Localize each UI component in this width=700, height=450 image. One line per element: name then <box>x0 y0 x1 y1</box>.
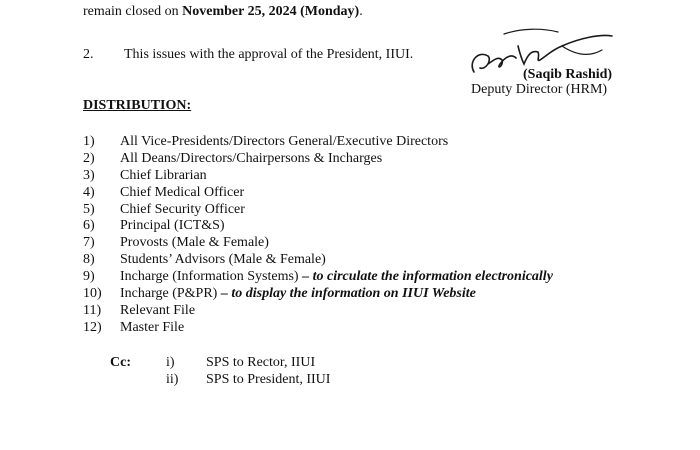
list-item: 8) Students’ Advisors (Male & Female) <box>83 252 326 268</box>
list-item: 11) Relevant File <box>83 302 196 318</box>
list-item: 10) Incharge (P&PR) – to display the information on IIUI Website <box>83 286 476 302</box>
closure-date-line: remain closed on November 25, 2024 (Monday). <box>83 4 363 19</box>
cc-label: Cc: <box>110 355 131 370</box>
list-item: 4) Chief Medical Officer <box>83 184 245 200</box>
list-item: 1) All Vice-Presidents/Directors General/Executive Directors <box>83 134 449 149</box>
list-item: 9) Incharge (Information Systems) – to circulate the information electronically <box>83 269 553 285</box>
distribution-heading: DISTRIBUTION: <box>83 98 192 113</box>
list-item: 6) Principal (ICT&S) <box>83 218 225 234</box>
distribution-list <box>83 133 553 336</box>
approval-statement: This issues with the approval of the President, IIUI. <box>124 47 414 62</box>
list-item: 7) Provosts (Male & Female) <box>83 235 269 251</box>
signatory-title: Deputy Director (HRM) <box>471 82 608 97</box>
paragraph-number: 2. <box>83 47 94 62</box>
list-item-note: – to circulate the information electronically <box>302 269 553 285</box>
cc-item-number: i) <box>166 355 175 370</box>
signatory-name: (Saqib Rashid) <box>523 67 613 82</box>
cc-item: SPS to President, IIUI <box>206 372 331 387</box>
cc-item: SPS to Rector, IIUI <box>206 355 316 370</box>
list-item-note: – to display the information on IIUI Website <box>220 286 476 302</box>
list-item: 3) Chief Librarian <box>83 167 207 183</box>
cc-item-number: ii) <box>166 372 179 387</box>
list-item: 2) All Deans/Directors/Chairpersons & Incharges <box>83 150 383 166</box>
list-item: 12) Master File <box>83 319 185 335</box>
list-item: 5) Chief Security Officer <box>83 201 245 217</box>
closure-date: November 25, 2024 (Monday) <box>182 4 360 19</box>
